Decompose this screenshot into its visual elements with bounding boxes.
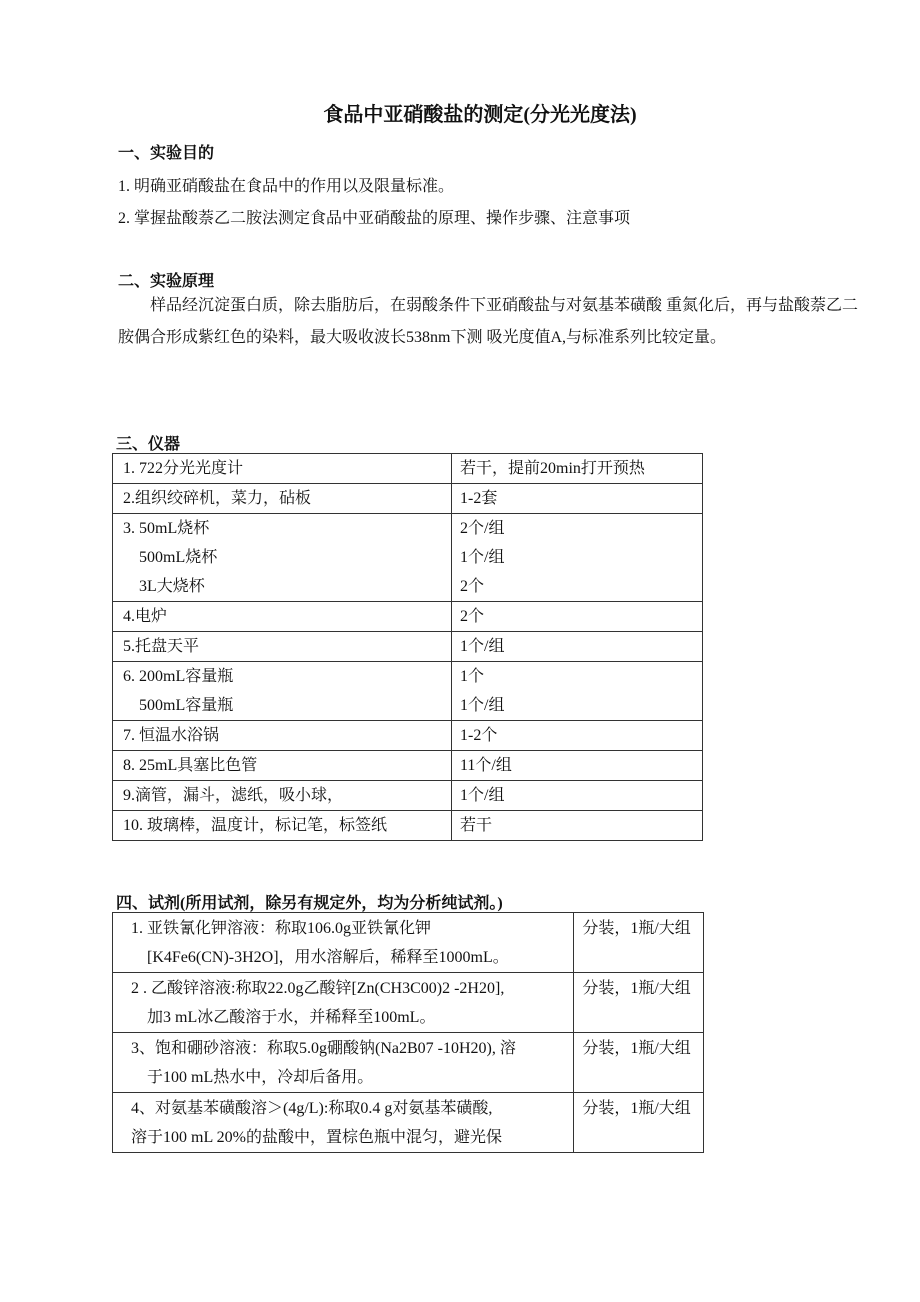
principle-paragraph: 样品经沉淀蛋白质，除去脂肪后，在弱酸条件下亚硝酸盐与对氨基苯磺酸 重氮化后，再与盐酸萘乙二胺偶合形成紫红色的染料，最大吸收波长538nm下测 吸光度值A,与标准系列比较定量。 <box>118 297 859 346</box>
reagent-description-cell <box>113 973 574 1033</box>
cell-line: 若干 <box>460 817 493 834</box>
cell-line: 1-2套 <box>460 490 498 507</box>
table-row <box>113 751 703 781</box>
instrument-quantity-cell <box>452 811 703 841</box>
cell-line: 6. 200mL容量瓶 <box>123 668 234 685</box>
cell-line: 11个/组 <box>460 757 512 774</box>
instrument-quantity-cell <box>452 662 703 721</box>
cell-line: 3L大烧杯 <box>139 578 205 595</box>
instrument-quantity-cell <box>452 632 703 662</box>
cell-line: 1个/组 <box>460 638 505 655</box>
table-row <box>113 811 703 841</box>
cell-line: 500mL容量瓶 <box>139 697 234 714</box>
instrument-name-cell <box>113 811 452 841</box>
instrument-name-cell <box>113 751 452 781</box>
section-heading-purpose: 一、实验目的 <box>118 145 215 162</box>
instrument-quantity-cell <box>452 602 703 632</box>
table-row <box>113 913 704 973</box>
cell-line: 1. 亚铁氰化钾溶液：称取106.0g亚铁氰化钾 <box>131 920 432 937</box>
table-row <box>113 973 704 1033</box>
table-row <box>113 1093 704 1153</box>
table-row <box>113 662 703 721</box>
cell-line: 9.滴管，漏斗，滤纸，吸小球， <box>123 787 344 804</box>
table-row <box>113 454 703 484</box>
cell-line: 2.组织绞碎机，菜力，砧板 <box>123 490 312 507</box>
cell-line: 2个/组 <box>460 520 505 537</box>
instrument-quantity-cell <box>452 721 703 751</box>
section-heading-reagents: 四、试剂(所用试剂，除另有规定外，均为分析纯试剂。) <box>116 895 503 912</box>
instrument-name-cell <box>113 484 452 514</box>
cell-line: 10. 玻璃棒，温度计，标记笔，标签纸 <box>123 817 388 834</box>
instrument-name-cell <box>113 781 452 811</box>
cell-line: 1. 722分光光度计 <box>123 460 244 477</box>
instrument-quantity-cell <box>452 514 703 602</box>
reagent-allocation-cell: 分装，1瓶/大组 <box>574 913 704 973</box>
cell-line: 4、对氨基苯磺酸溶＞(4g/L):称取0.4 g对氨基苯磺酸, <box>131 1100 493 1117</box>
cell-line: 1-2个 <box>460 727 498 744</box>
instrument-name-cell <box>113 454 452 484</box>
cell-line: 4.电炉 <box>123 608 168 625</box>
purpose-item: 1. 明确亚硝酸盐在食品中的作用以及限量标准。 <box>118 178 455 195</box>
instrument-name-cell <box>113 632 452 662</box>
cell-line: 8. 25mL具塞比色管 <box>123 757 258 774</box>
instrument-name-cell <box>113 514 452 602</box>
section-heading-principle: 二、实验原理 <box>118 273 215 290</box>
cell-line: 于100 mL热水中，冷却后备用。 <box>147 1069 374 1086</box>
reagent-description-cell <box>113 1093 574 1153</box>
document-title: 食品中亚硝酸盐的测定(分光光度法) <box>323 104 637 126</box>
reagent-allocation-cell: 分装，1瓶/大组 <box>574 1093 704 1153</box>
instrument-quantity-cell <box>452 484 703 514</box>
table-row <box>113 1033 704 1093</box>
cell-line: 1个/组 <box>460 549 505 566</box>
instrument-name-cell <box>113 662 452 721</box>
cell-line: 3. 50mL烧杯 <box>123 520 210 537</box>
reagent-description-cell <box>113 1033 574 1093</box>
cell-line: 1个 <box>460 668 485 685</box>
instrument-quantity-cell <box>452 751 703 781</box>
cell-line: 3、饱和硼砂溶液：称取5.0g硼酸钠(Na2B07 -10H20), 溶 <box>131 1040 516 1057</box>
cell-line: 溶于100 mL 20%的盐酸中，置棕色瓶中混匀，避光保 <box>131 1129 502 1146</box>
purpose-item: 2. 掌握盐酸萘乙二胺法测定食品中亚硝酸盐的原理、操作步骤、注意事项 <box>118 210 631 227</box>
instrument-name-cell <box>113 602 452 632</box>
cell-line: 加3 mL冰乙酸溶于水，并稀释至100mL。 <box>147 1009 436 1026</box>
cell-line: 2个 <box>460 578 485 595</box>
cell-line: 1个/组 <box>460 697 505 714</box>
cell-line: 若干，提前20min打开预热 <box>460 460 645 477</box>
cell-line: [K4Fe6(CN)-3H2O]，用水溶解后，稀释至1000mL。 <box>147 949 509 966</box>
cell-line: 7. 恒温水浴锅 <box>123 727 220 744</box>
instrument-name-cell <box>113 721 452 751</box>
instrument-quantity-cell <box>452 781 703 811</box>
table-row <box>113 721 703 751</box>
table-row <box>113 514 703 602</box>
table-row <box>113 781 703 811</box>
cell-line: 2个 <box>460 608 485 625</box>
section-heading-instruments: 三、仪器 <box>116 436 181 453</box>
cell-line: 1个/组 <box>460 787 505 804</box>
reagent-description-cell <box>113 913 574 973</box>
instrument-quantity-cell <box>452 454 703 484</box>
reagents-table <box>112 912 704 1153</box>
reagent-allocation-cell: 分装，1瓶/大组 <box>574 1033 704 1093</box>
cell-line: 500mL烧杯 <box>139 549 218 566</box>
table-row <box>113 632 703 662</box>
cell-line: 2 . 乙酸锌溶液:称取22.0g乙酸锌[Zn(CH3C00)2 -2H20], <box>131 980 505 997</box>
cell-line: 5.托盘天平 <box>123 638 200 655</box>
reagent-allocation-cell: 分装，1瓶/大组 <box>574 973 704 1033</box>
table-row <box>113 602 703 632</box>
table-row <box>113 484 703 514</box>
instruments-table <box>112 453 703 841</box>
